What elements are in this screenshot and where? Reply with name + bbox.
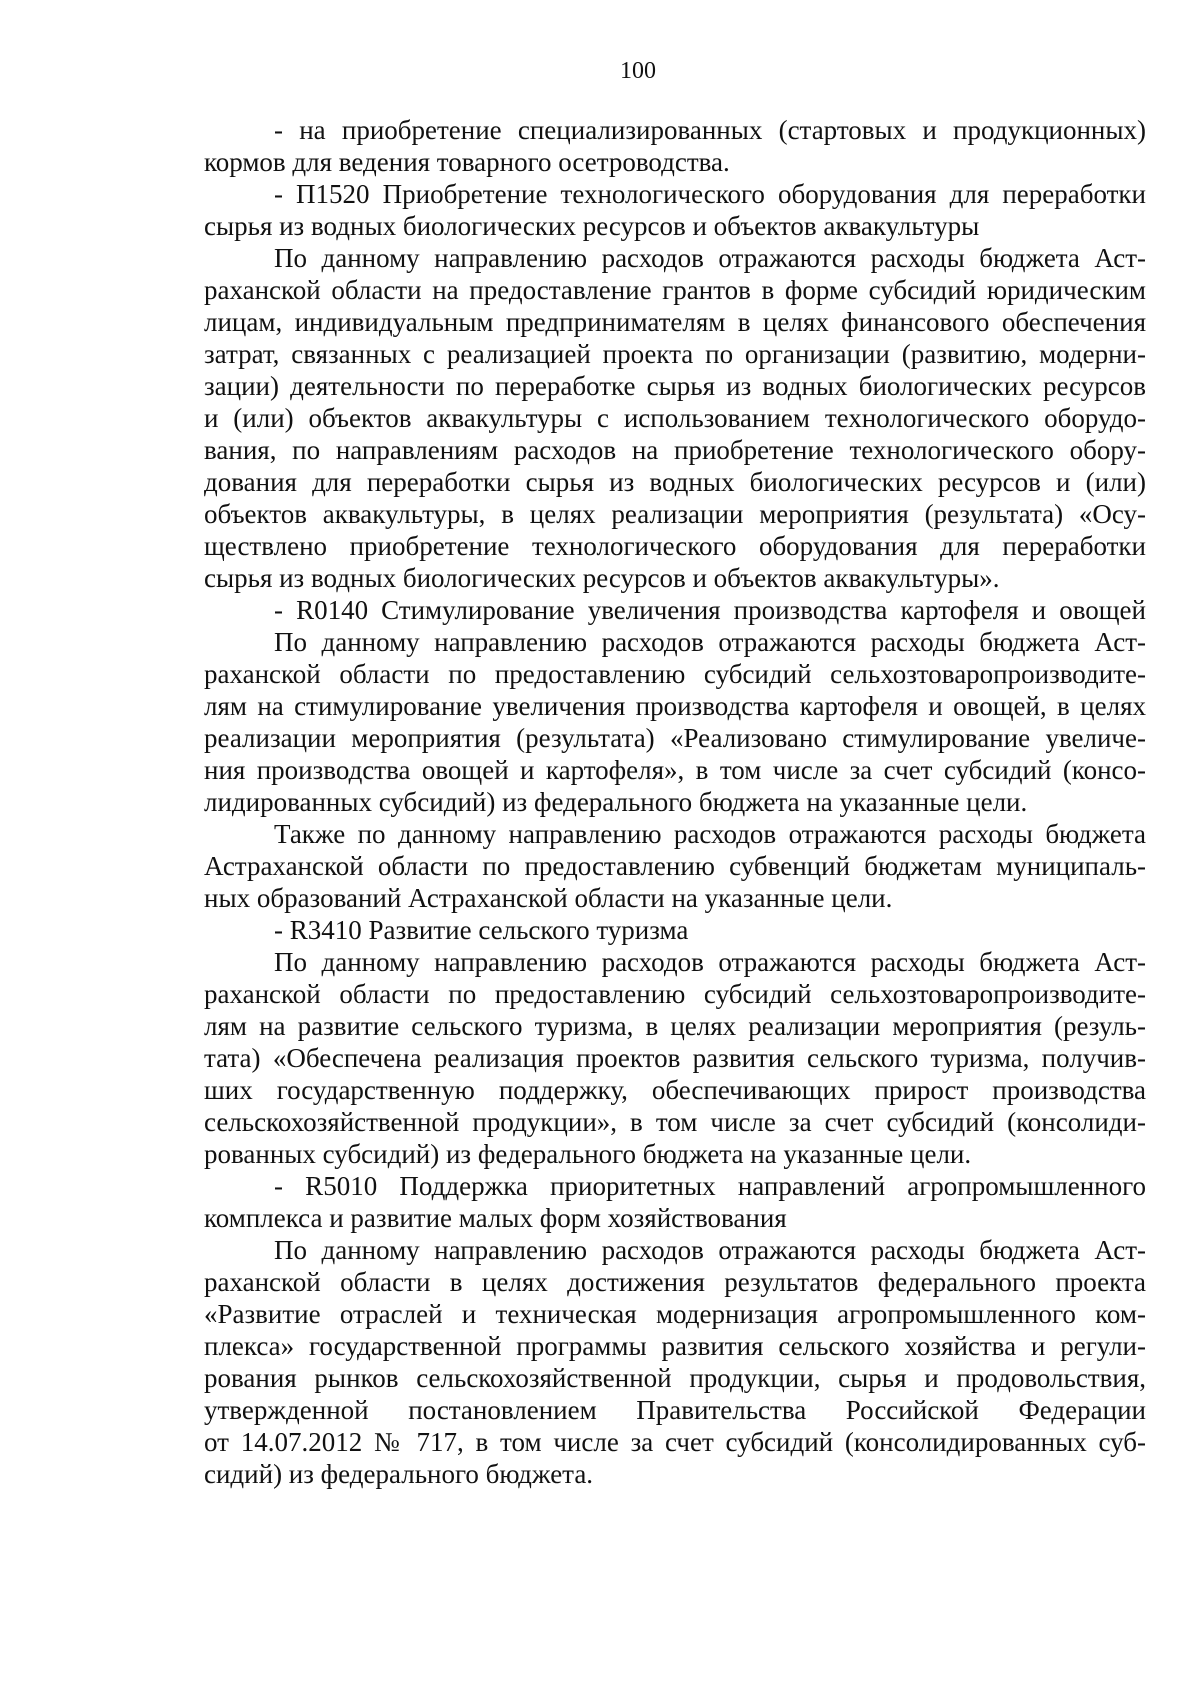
text-line: от 14.07.2012 № 717, в том числе за счет субсидий (консолидированных суб- (204, 1427, 1146, 1457)
text-line: тата) «Обеспечена реализация проектов развития сельского туризма, получив- (204, 1043, 1146, 1073)
text-line: затрат, связанных с реализацией проекта по организации (развитию, модерни- (204, 339, 1146, 369)
text-line: По данному направлению расходов отражаются расходы бюджета Аст- (274, 627, 1146, 657)
text-line: лям на развитие сельского туризма, в целях реализации мероприятия (резуль- (204, 1011, 1146, 1041)
text-line: рованных субсидий) из федерального бюджета на указанные цели. (204, 1139, 972, 1169)
text-line: ществлено приобретение технологического оборудования для переработки (204, 531, 1146, 561)
text-line: объектов аквакультуры, в целях реализации мероприятия (результата) «Осу- (204, 499, 1146, 529)
text-line: - R0140 Стимулирование увеличения производства картофеля и овощей (274, 595, 1146, 625)
text-line: реализации мероприятия (результата) «Реализовано стимулирование увеличе- (204, 723, 1146, 753)
page-number: 100 (620, 58, 656, 84)
text-line: утвержденной постановлением Правительства Российской Федерации (204, 1395, 1146, 1425)
text-line: кормов для ведения товарного осетроводства. (204, 147, 730, 177)
text-line: Астраханской области по предоставлению субвенций бюджетам муниципаль- (204, 851, 1146, 881)
text-line: плекса» государственной программы развития сельского хозяйства и регули- (204, 1331, 1146, 1361)
text-line: раханской области по предоставлению субсидий сельхозтоваропроизводите- (204, 979, 1146, 1009)
text-line: комплекса и развитие малых форм хозяйствования (204, 1203, 787, 1233)
text-line: раханской области по предоставлению субсидий сельхозтоваропроизводите- (204, 659, 1146, 689)
text-line: и (или) объектов аквакультуры с использованием технологического оборудо- (204, 403, 1146, 433)
text-line: ния производства овощей и картофеля», в том числе за счет субсидий (консо- (204, 755, 1146, 785)
text-line: вания, по направлениям расходов на приобретение технологического обору- (204, 435, 1146, 465)
text-line: - R5010 Поддержка приоритетных направлений агропромышленного (274, 1171, 1146, 1201)
text-line: лицам, индивидуальным предпринимателям в целях финансового обеспечения (204, 307, 1146, 337)
text-line: зации) деятельности по переработке сырья из водных биологических ресурсов (204, 371, 1146, 401)
text-line: - на приобретение специализированных (стартовых и продукционных) (274, 115, 1146, 145)
text-line: сидий) из федерального бюджета. (204, 1459, 594, 1489)
text-line: лидированных субсидий) из федерального бюджета на указанные цели. (204, 787, 1028, 817)
text-line: сельскохозяйственной продукции», в том числе за счет субсидий (консолиди- (204, 1107, 1146, 1137)
text-line: ных образований Астраханской области на указанные цели. (204, 883, 893, 913)
text-line: ших государственную поддержку, обеспечивающих прирост производства (204, 1075, 1146, 1105)
text-line: «Развитие отраслей и техническая модернизация агропромышленного ком- (204, 1299, 1146, 1329)
text-line: По данному направлению расходов отражаются расходы бюджета Аст- (274, 1235, 1146, 1265)
text-line: По данному направлению расходов отражаются расходы бюджета Аст- (274, 947, 1146, 977)
text-line: - П1520 Приобретение технологического оборудования для переработки (274, 179, 1146, 209)
text-line: рования рынков сельскохозяйственной продукции, сырья и продовольствия, (204, 1363, 1146, 1393)
text-line: дования для переработки сырья из водных биологических ресурсов и (или) (204, 467, 1146, 497)
text-line: лям на стимулирование увеличения производства картофеля и овощей, в целях (204, 691, 1146, 721)
text-line: Также по данному направлению расходов отражаются расходы бюджета (274, 819, 1146, 849)
text-line: - R3410 Развитие сельского туризма (274, 915, 689, 945)
text-line: сырья из водных биологических ресурсов и объектов аквакультуры (204, 211, 980, 241)
document-body (204, 114, 1146, 1490)
text-line: раханской области в целях достижения результатов федерального проекта (204, 1267, 1146, 1297)
text-line: По данному направлению расходов отражаются расходы бюджета Аст- (274, 243, 1146, 273)
text-line: раханской области на предоставление грантов в форме субсидий юридическим (204, 275, 1146, 305)
text-line: сырья из водных биологических ресурсов и объектов аквакультуры». (204, 563, 1000, 593)
